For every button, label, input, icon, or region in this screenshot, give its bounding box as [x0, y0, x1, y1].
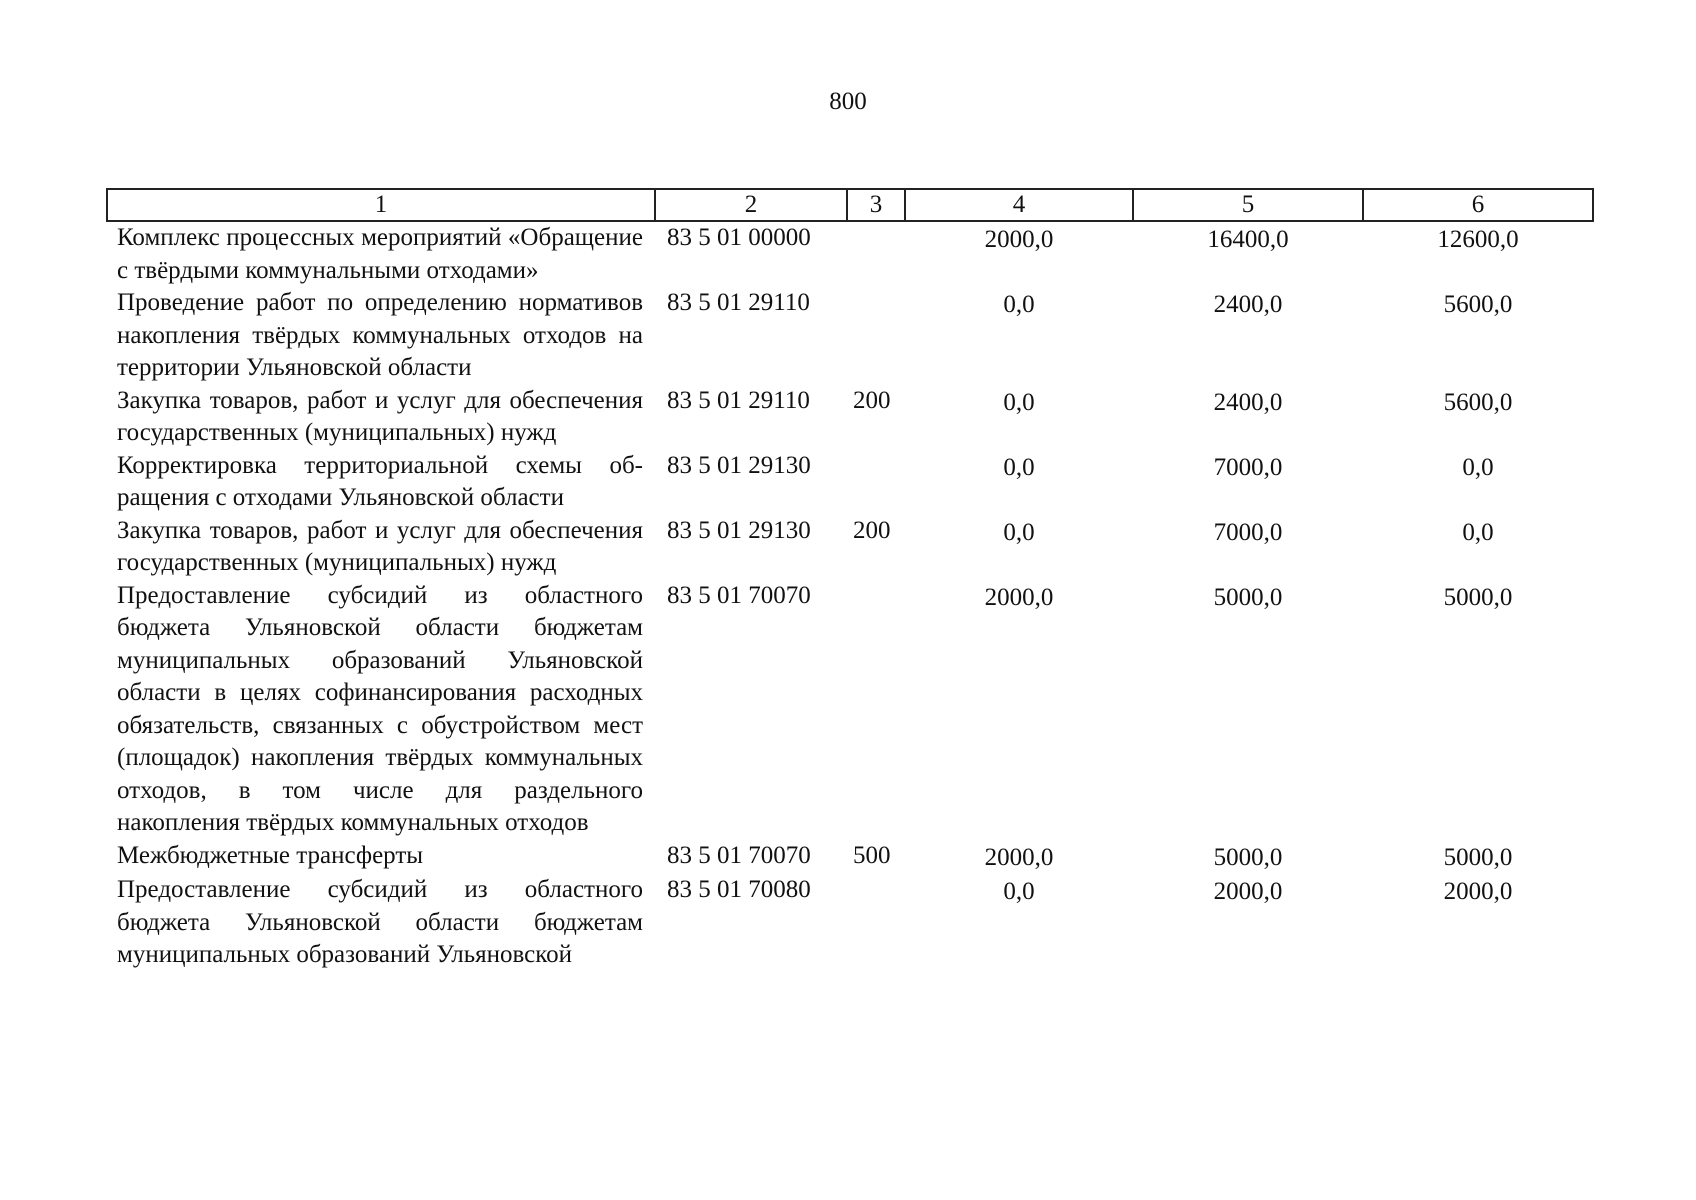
row-value-4: 0,0: [1003, 518, 1035, 546]
row-value-5: 7000,0: [1213, 518, 1283, 546]
row-name: Комплекс процессных мероприятий «Обращение с твёрдыми коммунальными отходами»: [117, 224, 643, 284]
row-value-6: 2000,0: [1443, 878, 1513, 905]
row-value-6: 0,0: [1462, 518, 1494, 546]
row-code: 83 5 01 70070: [667, 581, 811, 609]
row-type: 200: [853, 516, 891, 544]
row-value-4: 0,0: [1003, 291, 1035, 318]
row-value-6: 5600,0: [1443, 291, 1513, 318]
row-code: 83 5 01 70070: [667, 841, 811, 869]
row-value-5: 16400,0: [1207, 226, 1289, 253]
column-header-5: 5: [1133, 189, 1363, 221]
row-code: 83 5 01 29110: [667, 386, 810, 414]
column-header-3: 3: [847, 189, 905, 221]
row-type: 200: [853, 386, 891, 414]
row-value-4: 0,0: [1003, 878, 1035, 905]
column-header-1: 1: [107, 189, 655, 221]
row-code: 83 5 01 29110: [667, 289, 810, 316]
row-value-4: 0,0: [1003, 453, 1035, 481]
row-value-6: 0,0: [1462, 453, 1494, 481]
row-value-6: 12600,0: [1437, 226, 1519, 253]
column-header-2: 2: [655, 189, 847, 221]
table-row: [107, 450, 1593, 515]
row-value-5: 7000,0: [1213, 453, 1283, 481]
row-code: 83 5 01 00000: [667, 224, 811, 251]
row-name: Межбюджетные трансферты: [117, 841, 424, 869]
row-name: Закупка товаров, работ и услуг для обеспечения государственных (муниципальных) нужд: [117, 386, 643, 446]
row-value-5: 2400,0: [1213, 388, 1283, 416]
row-type: [847, 287, 905, 385]
row-type: [847, 450, 905, 515]
row-value-5: 5000,0: [1213, 843, 1283, 871]
row-value-4: 0,0: [1003, 388, 1035, 416]
table-row: [107, 287, 1593, 385]
row-name: Корректировка территориальной схемы обращения с отходами Ульяновской области: [117, 451, 643, 511]
column-header-6: 6: [1363, 189, 1593, 221]
row-code: 83 5 01 29130: [667, 451, 811, 479]
row-value-4: 2000,0: [984, 226, 1054, 253]
row-type: [847, 580, 905, 840]
row-value-5: 2400,0: [1213, 291, 1283, 318]
table-row: [107, 221, 1593, 287]
row-name: Предоставление субсидий из областного бюджета Ульяновской области бюджетам муниципальных образований Ульяновской области в целях софинансирования расходных обязательств, связанных с обустройством мест (площадок) накопления твёрдых коммунальных отходов, в том числе для раздельного накопления твёрдых коммунальных отходов: [117, 581, 643, 836]
column-header-4: 4: [905, 189, 1133, 221]
budget-table: [106, 188, 1594, 972]
row-value-4: 2000,0: [984, 583, 1054, 611]
page-number: 800: [829, 88, 867, 115]
table-row: [107, 580, 1593, 840]
row-value-4: 2000,0: [984, 843, 1054, 871]
row-type: 500: [853, 841, 891, 869]
row-value-5: 5000,0: [1213, 583, 1283, 611]
row-code: 83 5 01 70080: [667, 876, 811, 903]
row-name: Проведение работ по определению нормативов накопления твёрдых коммунальных отходов на территории Ульяновской области: [117, 289, 643, 381]
row-code: 83 5 01 29130: [667, 516, 811, 544]
table-row: [107, 385, 1593, 450]
table-row: [107, 874, 1593, 972]
table-header-row: [107, 189, 1593, 221]
row-value-6: 5000,0: [1443, 583, 1513, 611]
row-type: [847, 221, 905, 287]
row-value-6: 5600,0: [1443, 388, 1513, 416]
row-value-6: 5000,0: [1443, 843, 1513, 871]
table-row: [107, 840, 1593, 875]
table-row: [107, 515, 1593, 580]
row-type: [847, 874, 905, 972]
row-name: Закупка товаров, работ и услуг для обеспечения государственных (муниципальных) нужд: [117, 516, 643, 576]
row-value-5: 2000,0: [1213, 878, 1283, 905]
row-name: Предоставление субсидий из областного бюджета Ульяновской области бюджетам муниципальных образований Ульяновской: [117, 876, 643, 968]
